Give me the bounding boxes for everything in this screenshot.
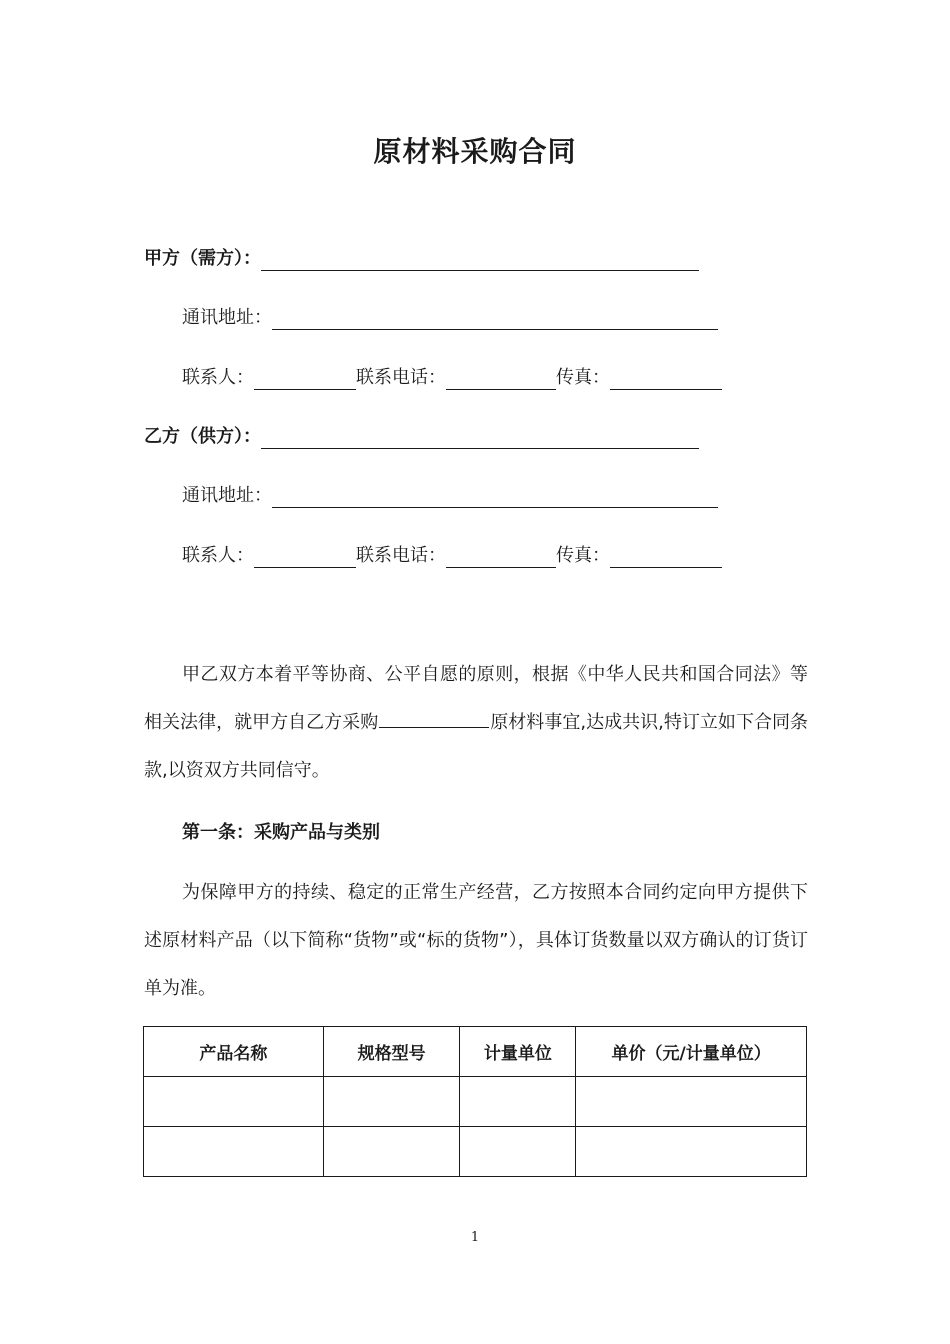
party-b-address-label: 通讯地址： — [182, 485, 272, 506]
table-cell[interactable] — [460, 1077, 576, 1127]
table-cell[interactable] — [144, 1077, 324, 1127]
party-b-contact-field[interactable] — [254, 545, 356, 568]
party-a-contact-field[interactable] — [254, 367, 356, 390]
party-b-name-field[interactable] — [261, 426, 699, 449]
column-header-spec-model: 规格型号 — [323, 1027, 460, 1077]
party-a-address-field[interactable] — [272, 307, 718, 330]
party-b-address-line — [182, 481, 718, 511]
table-cell[interactable] — [323, 1127, 460, 1177]
intro-text-before: 甲乙双方本着平等协商、公平自愿的原则，根据《中华人民共和国合同法》等相关法律，就甲方自乙方采购 — [144, 664, 808, 733]
column-header-unit: 计量单位 — [460, 1027, 576, 1077]
purchase-material-field[interactable] — [379, 709, 489, 728]
article-1-heading: 第一条：采购产品与类别 — [182, 822, 380, 843]
party-a-phone-field[interactable] — [446, 367, 556, 390]
party-b-address-field[interactable] — [272, 485, 718, 508]
party-b-contact-line — [182, 541, 722, 571]
party-a-fax-field[interactable] — [610, 367, 722, 390]
table-cell[interactable] — [576, 1127, 807, 1177]
article-1-body: 为保障甲方的持续、稳定的正常生产经营，乙方按照本合同约定向甲方提供下述原材料产品（以下简称“货物”或“标的货物”），具体订货数量以双方确认的订货订单为准。 — [144, 882, 808, 999]
party-b-fax-field[interactable] — [610, 545, 722, 568]
intro-text-after: 原材料事宜,达成共识,特订立如下合同条款,以资双方共同信守。 — [144, 712, 809, 781]
column-header-unit-price: 单价（元/计量单位） — [576, 1027, 807, 1077]
table-header-row — [144, 1027, 807, 1077]
intro-paragraph — [144, 651, 808, 795]
party-a-address-line — [182, 303, 718, 333]
party-b-fax-label: 传真： — [556, 545, 610, 566]
party-a-line — [144, 244, 699, 274]
table-cell[interactable] — [460, 1127, 576, 1177]
party-a-contact-label: 联系人： — [182, 367, 254, 388]
page-number: 1 — [470, 1230, 480, 1245]
table-cell[interactable] — [576, 1077, 807, 1127]
party-a-contact-line — [182, 363, 722, 393]
table-row — [144, 1127, 807, 1177]
table-row — [144, 1077, 807, 1127]
table-cell[interactable] — [144, 1127, 324, 1177]
party-a-fax-label: 传真： — [556, 367, 610, 388]
party-b-label: 乙方（供方）： — [144, 426, 261, 447]
party-a-label: 甲方（需方）： — [144, 248, 261, 269]
document-title: 原材料采购合同 — [373, 135, 577, 168]
party-b-line — [144, 422, 699, 452]
product-table — [143, 1026, 807, 1177]
table-cell[interactable] — [323, 1077, 460, 1127]
party-a-name-field[interactable] — [261, 248, 699, 271]
party-a-address-label: 通讯地址： — [182, 307, 272, 328]
party-b-contact-label: 联系人： — [182, 545, 254, 566]
party-a-phone-label: 联系电话： — [356, 367, 446, 388]
party-b-phone-field[interactable] — [446, 545, 556, 568]
column-header-product-name: 产品名称 — [144, 1027, 324, 1077]
party-b-phone-label: 联系电话： — [356, 545, 446, 566]
